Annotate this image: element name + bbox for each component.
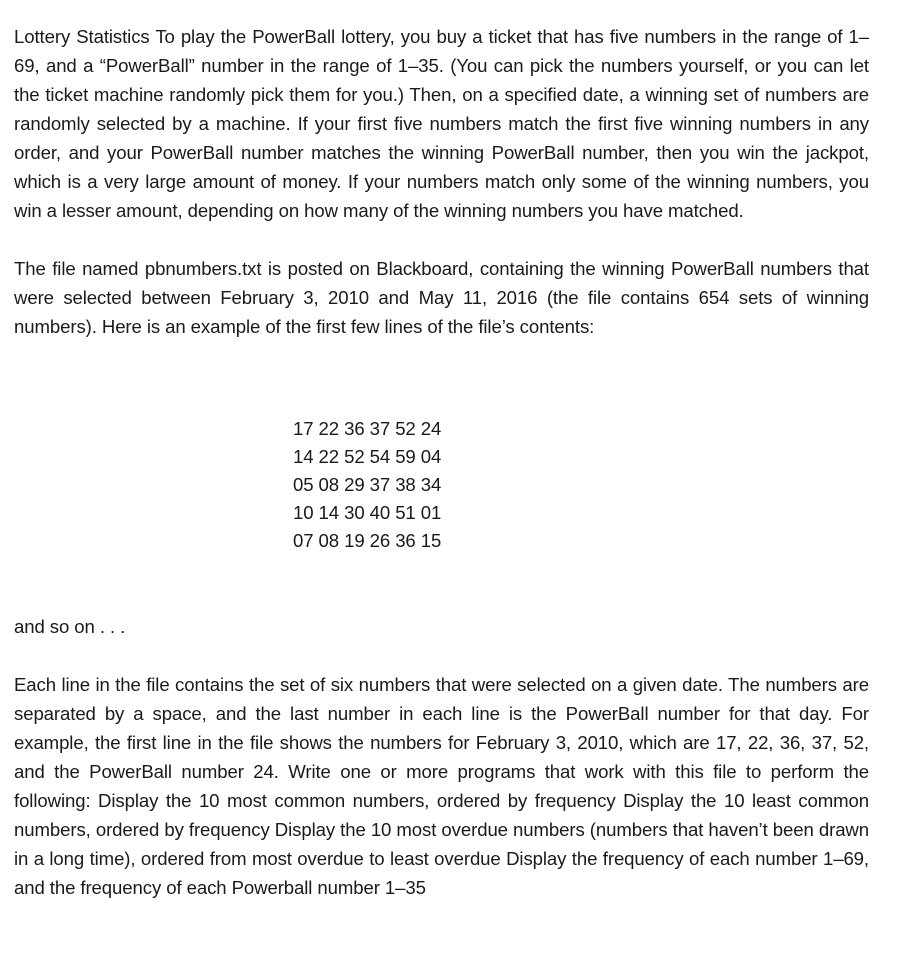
document-body <box>14 22 869 902</box>
sample-line: 14 22 52 54 59 04 <box>293 446 442 467</box>
sample-spacer-bottom <box>14 555 869 612</box>
task-paragraph: Each line in the file contains the set of six numbers that were selected on a given date. The numbers are separated by a space, and the last number in each line is the PowerBall number for that day. For example, the first line in the file shows the numbers for February 3, 2010, which are 17, 22, 36, 37, 52, and the PowerBall number 24. Write one or more programs that work with this file to perform the following: Display the 10 most common numbers, ordered by frequency Display the 10 least common numbers, ordered by frequency Display the 10 most overdue numbers (numbers that haven’t been drawn in a long time), ordered from most overdue to least overdue Display the frequency of each number 1–69, and the frequency of each Powerball number 1–35 <box>14 674 869 898</box>
file-description-paragraph: The file named pbnumbers.txt is posted on Blackboard, containing the winning PowerBall numbers that were selected between February 3, 2010 and May 11, 2016 (the file contains 654 sets of winning numbers). Here is an example of the first few lines of the file’s contents: <box>14 258 869 337</box>
sample-spacer-top <box>14 341 869 415</box>
paragraph-spacer <box>14 641 869 670</box>
intro-paragraph: Lottery Statistics To play the PowerBall lottery, you buy a ticket that has five numbers in the range of 1–69, and a “PowerBall” number in the range of 1–35. (You can pick the numbers yourself, or you can let the ticket machine randomly pick them for you.) Then, on a specified date, a winning set of numbers are randomly selected by a machine. If your first five numbers match the first five winning numbers in any order, and your PowerBall number matches the winning PowerBall number, then you win the jackpot, which is a very large amount of money. If your numbers match only some of the winning numbers, you win a lesser amount, depending on how many of the winning numbers you have matched. <box>14 26 869 221</box>
sample-line: 10 14 30 40 51 01 <box>293 502 442 523</box>
sample-line: 17 22 36 37 52 24 <box>293 418 442 439</box>
and-so-on-text: and so on . . . <box>14 616 126 637</box>
sample-line: 07 08 19 26 36 15 <box>293 530 442 551</box>
sample-numbers-block <box>14 415 869 555</box>
paragraph-spacer <box>14 225 869 254</box>
sample-line: 05 08 29 37 38 34 <box>293 474 442 495</box>
